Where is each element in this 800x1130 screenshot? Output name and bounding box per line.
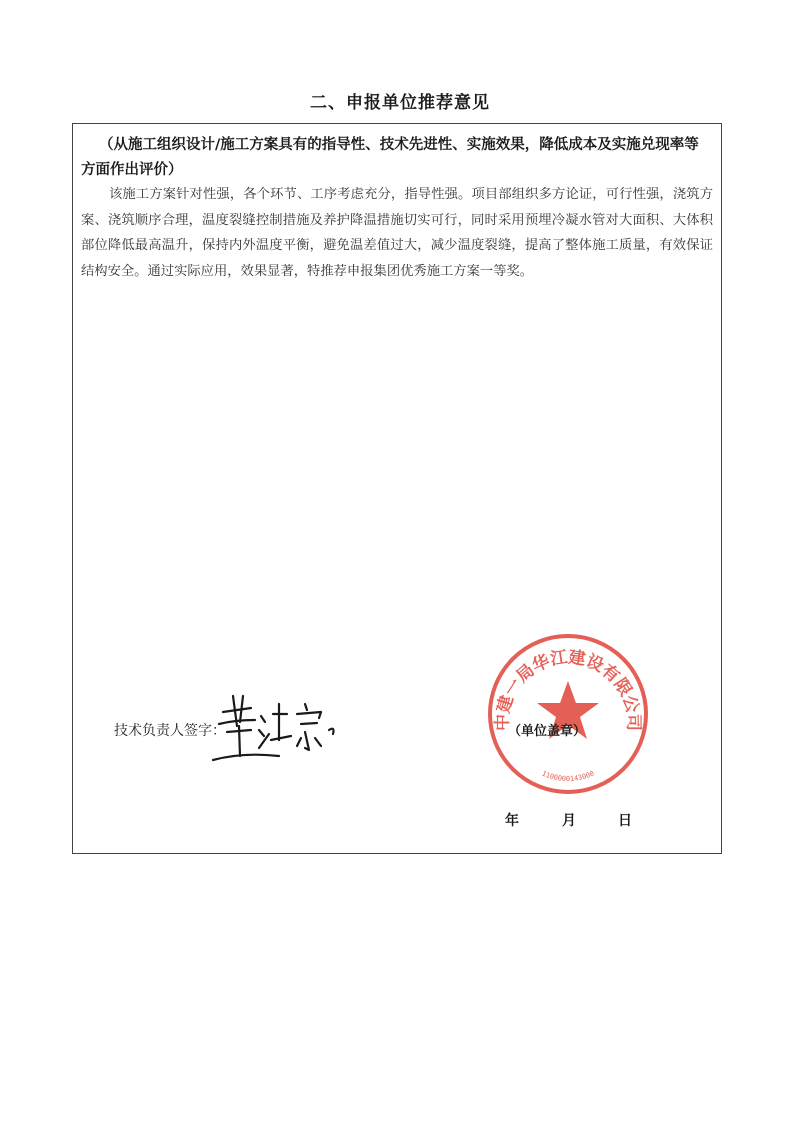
instruction-text: （从施工组织设计/施工方案具有的指导性、技术先进性、实施效果，降低成本及实施兑现率等方面作出评价） xyxy=(81,137,699,178)
page-title: 二、申报单位推荐意见 xyxy=(310,93,490,113)
date-day-label: 日 xyxy=(618,813,632,829)
date-year-label: 年 xyxy=(505,813,519,829)
seal-caption: （单位盖章） xyxy=(508,724,587,739)
opinion-text: 该施工方案针对性强，各个环节、工序考虑充分，指导性强。项目部组织多方论证，可行性强，浇筑方案、浇筑顺序合理，温度裂缝控制措施及养护降温措施切实可行，同时采用预埋冷凝水管对大面积、大体积部位降低最高温升，保持内外温度平衡，避免温差值过大，减少温度裂缝，提高了整体施工质量，有效保证结构安全。通过实际应用，效果显著，特推荐申报集团优秀施工方案一等奖。 xyxy=(81,187,713,279)
signature-label: 技术负责人签字： xyxy=(114,723,226,739)
seal-text: 中建一局华江建设有限公司 xyxy=(492,647,644,732)
handwritten-signature xyxy=(209,690,359,770)
company-seal xyxy=(483,629,653,799)
recommendation-box xyxy=(72,123,722,854)
seal-number: 1100000143000 xyxy=(540,769,596,784)
date-month-label: 月 xyxy=(562,813,576,829)
